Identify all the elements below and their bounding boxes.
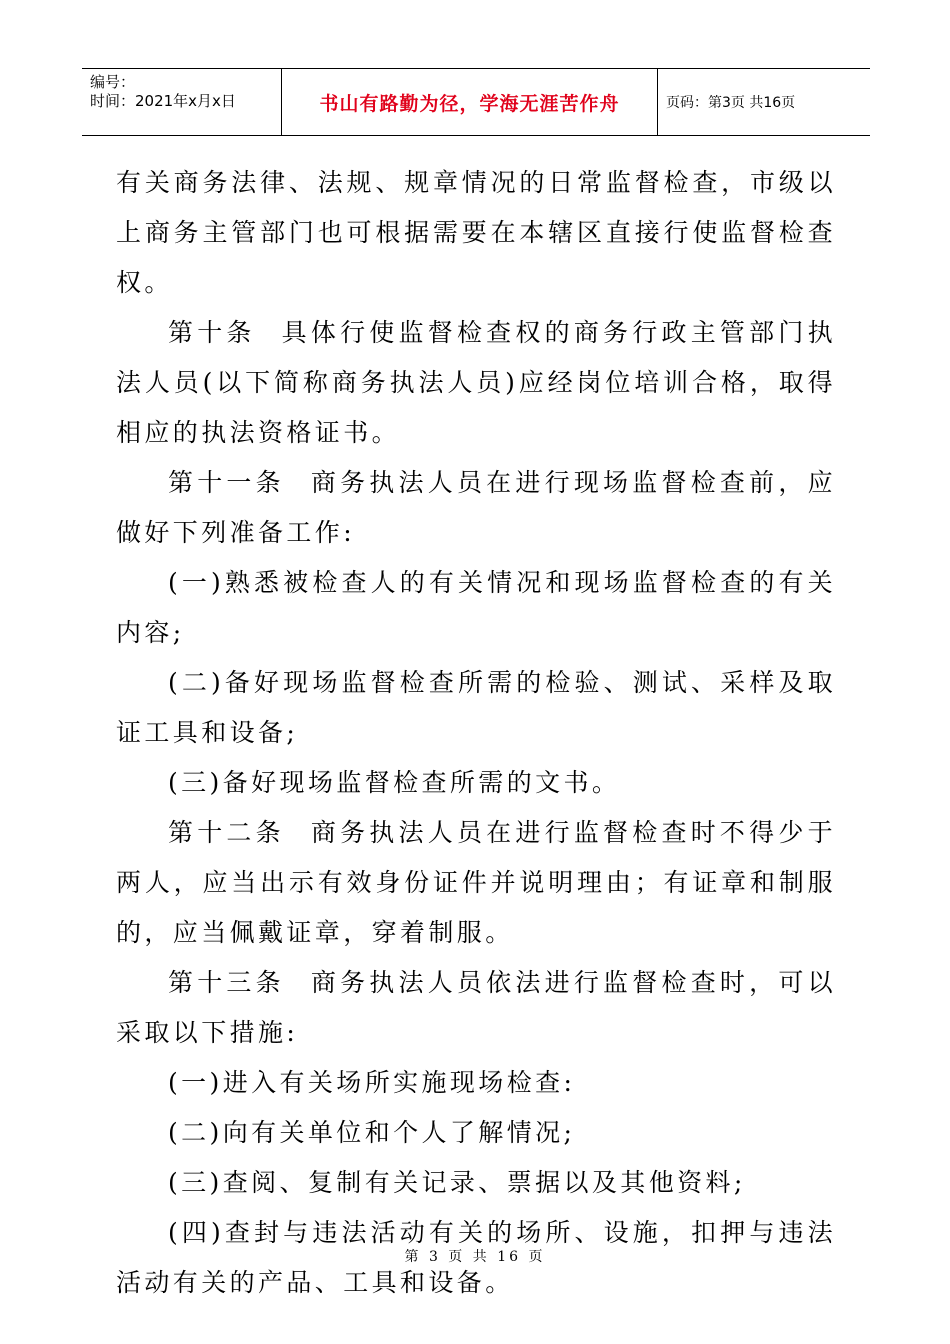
article-text: 具体行使监督检查权的商务行政主管部门执法人员(以下简称商务执法人员)应经岗位培训合格，取得相应的执法资格证书。: [116, 318, 836, 447]
header-meta: [82, 69, 282, 135]
article-13: [116, 958, 836, 1058]
article-11: [116, 458, 836, 558]
list-item: (一)进入有关场所实施现场检查:: [168, 1068, 576, 1097]
header-page-info: 页码：第3页 共16页: [666, 95, 796, 111]
article-text: 商务执法人员在进行监督检查时不得少于两人，应当出示有效身份证件并说明理由；有证章和制服的，应当佩戴证章，穿着制服。: [116, 818, 836, 947]
date-label: 时间：2021年x月x日: [90, 92, 236, 110]
article-number: 第十二条: [168, 818, 285, 847]
document-body: [116, 158, 836, 1308]
article-text: 商务执法人员在进行现场监督检查前，应做好下列准备工作:: [116, 468, 836, 547]
page-header: [82, 68, 870, 136]
list-item: (四)查封与违法活动有关的场所、设施，扣押与违法活动有关的产品、工具和设备。: [116, 1218, 836, 1297]
list-item: (三)查阅、复制有关记录、票据以及其他资料;: [168, 1168, 746, 1197]
list-item: (二)备好现场监督检查所需的检验、测试、采样及取证工具和设备;: [116, 668, 836, 747]
article-text: 商务执法人员依法进行监督检查时，可以采取以下措施:: [116, 968, 836, 1047]
list-item: (二)向有关单位和个人了解情况;: [168, 1118, 576, 1147]
article-number: 第十条: [168, 318, 256, 347]
article-number: 第十三条: [168, 968, 285, 997]
article-12: [116, 808, 836, 958]
list-item: (三)备好现场监督检查所需的文书。: [168, 768, 621, 797]
list-item: (一)熟悉被检查人的有关情况和现场监督检查的有关内容;: [116, 568, 836, 647]
article-10: [116, 308, 836, 458]
article-number: 第十一条: [168, 468, 285, 497]
header-motto: 书山有路勤为径，学海无涯苦作舟: [282, 69, 658, 135]
page-footer: 第 3 页 共 16 页: [404, 1249, 546, 1265]
serial-label: 编号：: [90, 73, 136, 91]
paragraph: 有关商务法律、法规、规章情况的日常监督检查，市级以上商务主管部门也可根据需要在本辖区直接行使监督检查权。: [116, 168, 836, 297]
